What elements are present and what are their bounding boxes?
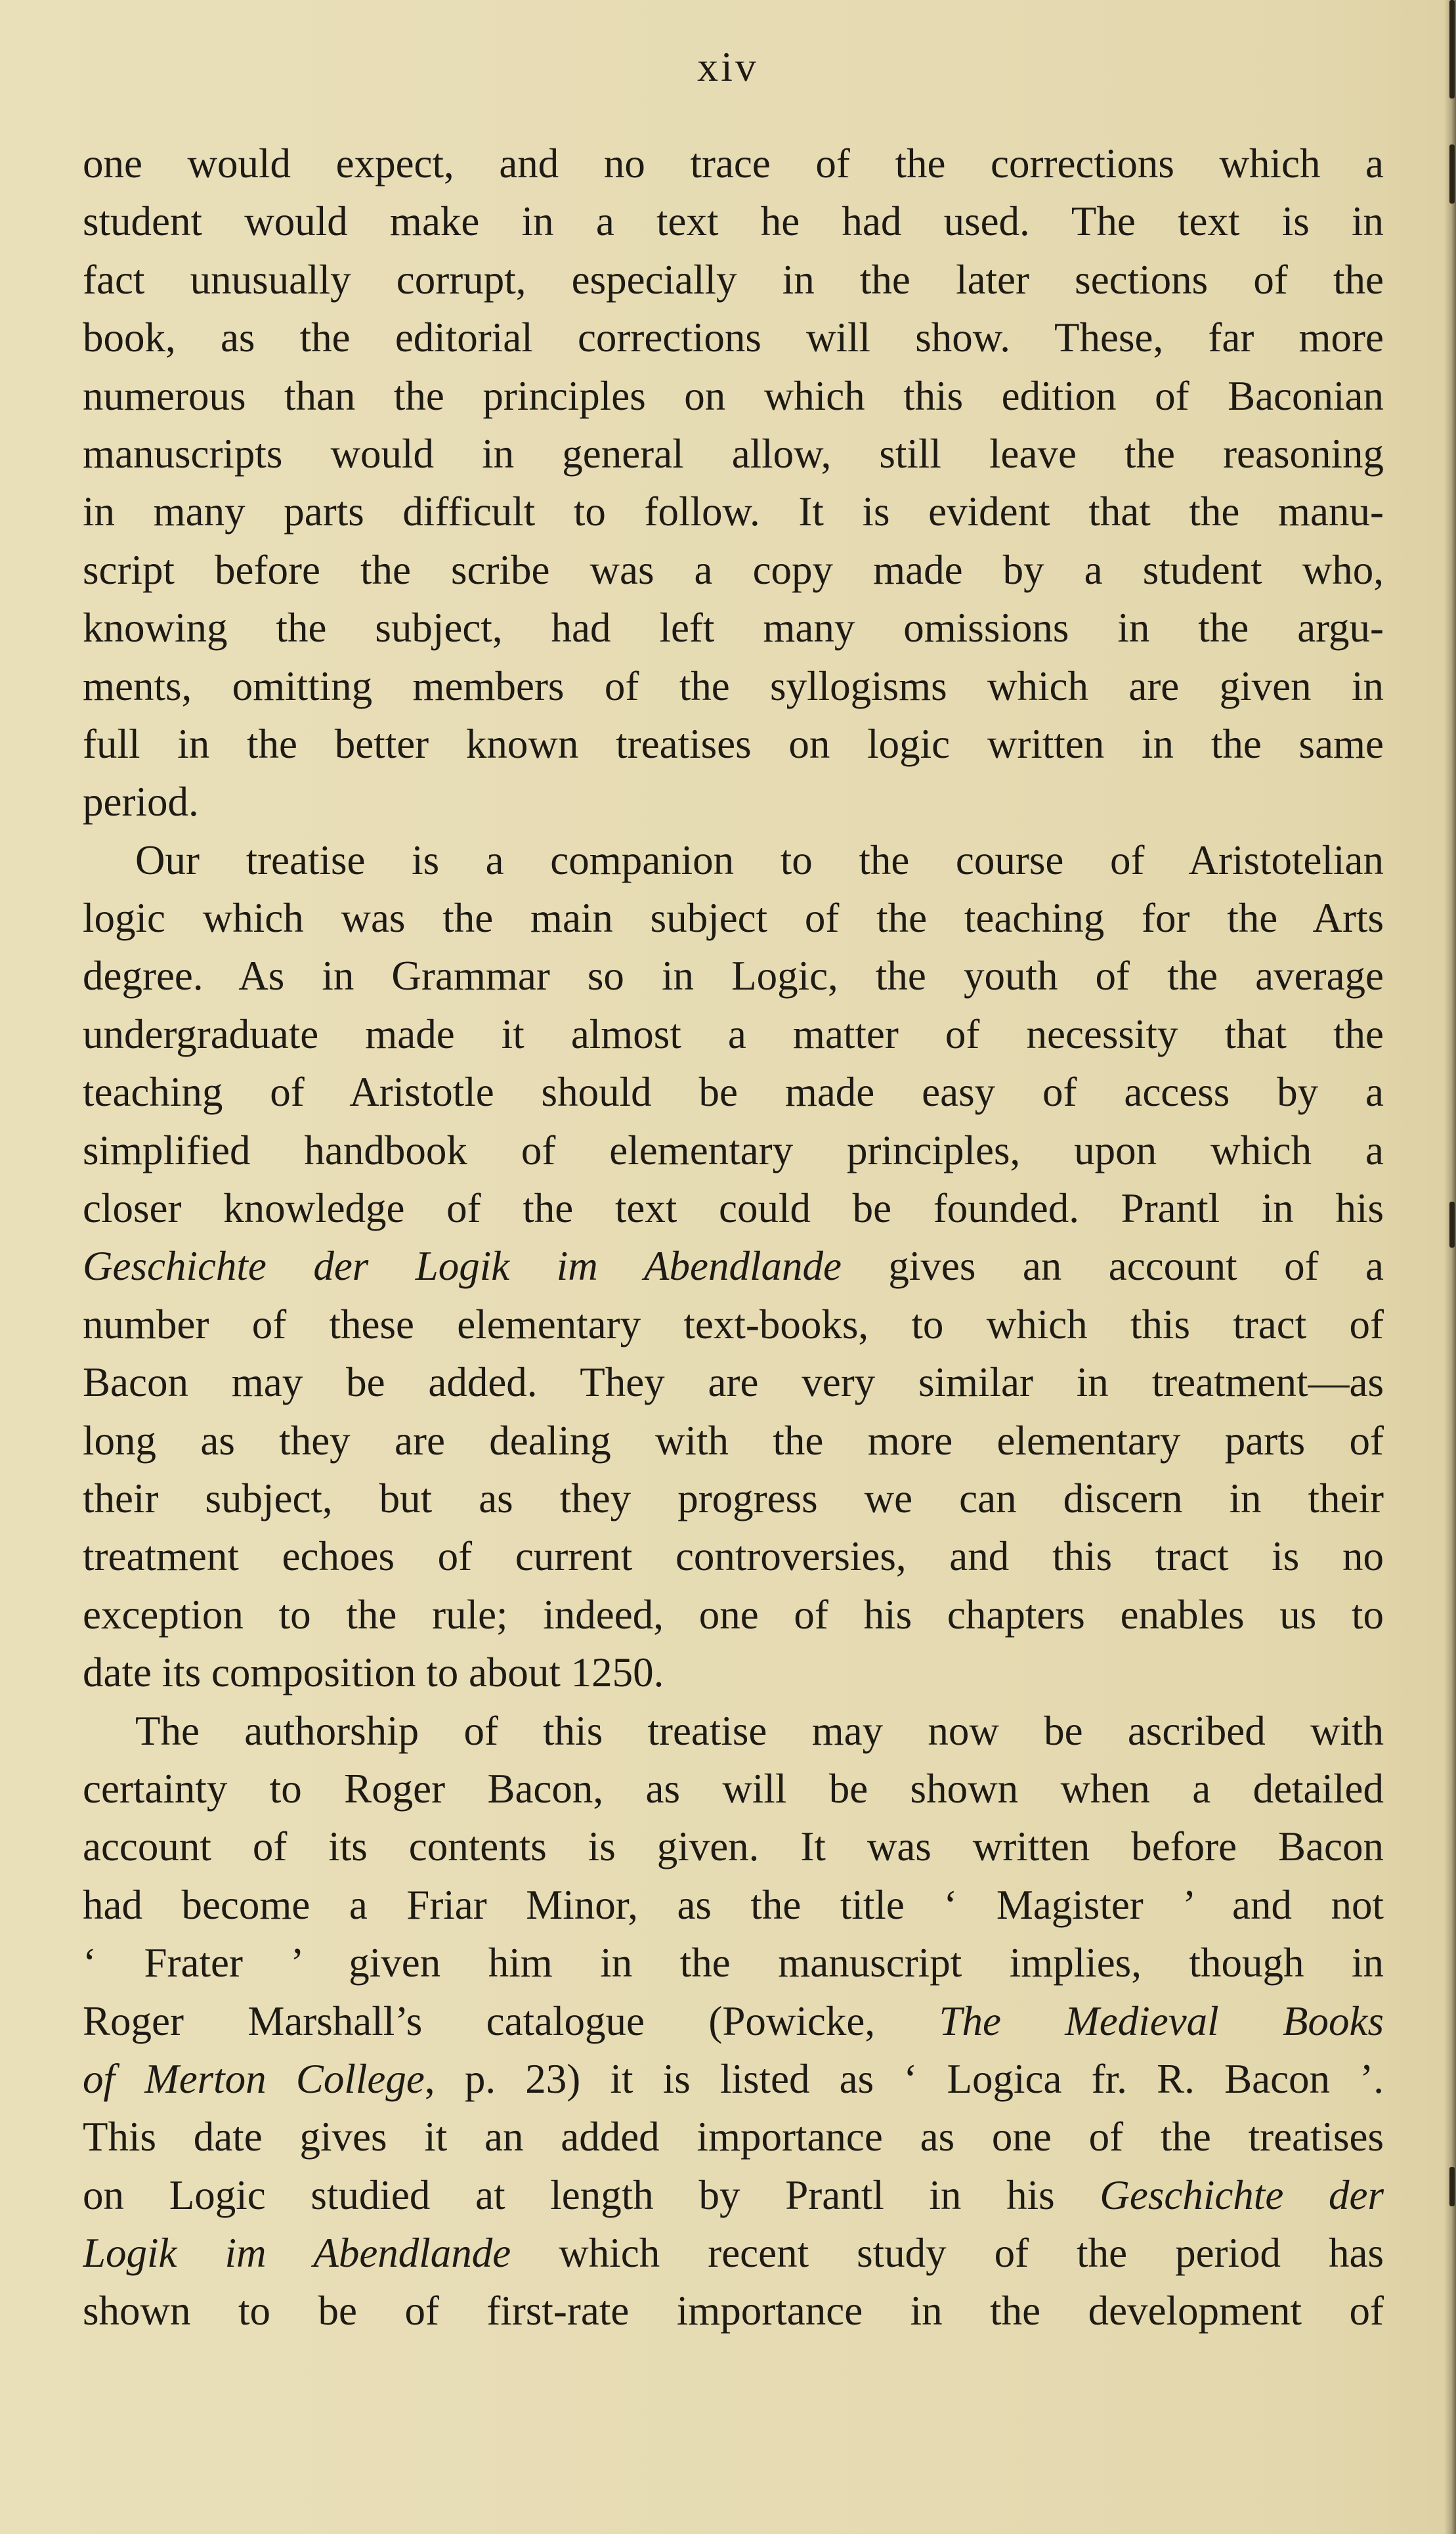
- text-line: ments, omitting members of the syllogisms which are given in: [83, 663, 1384, 709]
- text-line: knowing the subject, had left many omissions in the argu-: [83, 605, 1384, 651]
- text-line: simplified handbook of elementary principles, upon which a: [83, 1127, 1384, 1173]
- page-number: xiv: [697, 43, 759, 90]
- page-edge-mark: [1449, 1202, 1455, 1248]
- page-edge-mark: [1449, 2167, 1455, 2206]
- text-line: exception to the rule; indeed, one of his chapters enables us to: [83, 1591, 1384, 1638]
- book-title-italic: Logik im Abendlande: [83, 2230, 511, 2277]
- text-line: numerous than the principles on which this edition of Baconian: [83, 372, 1384, 419]
- text-line: one would expect, and no trace of the corrections which a: [83, 141, 1384, 186]
- text-line: teaching of Aristotle should be made easy of access by a: [83, 1069, 1384, 1116]
- book-title-italic: Geschichte der Logik im Abendlande: [83, 1243, 842, 1290]
- text-line: full in the better known treatises on logic written in the same: [83, 720, 1384, 767]
- text-line: date its composition to about 1250.: [83, 1649, 664, 1696]
- text-line: Logik im Abendlande which recent study of the period has: [83, 2230, 1384, 2277]
- text-line: student would make in a text he had used. The text is in: [83, 198, 1384, 245]
- text-line: degree. As in Grammar so in Logic, the youth of the average: [83, 953, 1384, 999]
- paragraph-start-line: Our treatise is a companion to the course of Aristotelian: [135, 837, 1384, 883]
- text-line: treatment echoes of current controversies, and this tract is no: [83, 1533, 1384, 1580]
- text-line: This date gives it an added importance as one of the treatises: [83, 2114, 1384, 2160]
- body-text: [83, 135, 1384, 2340]
- text-line: of Merton College, p. 23) it is listed as ‘ Logica fr. R. Bacon ’.: [83, 2055, 1384, 2102]
- text-line: number of these elementary text-books, to which this tract of: [83, 1301, 1384, 1347]
- paragraph-start-line: The authorship of this treatise may now be ascribed with: [135, 1707, 1384, 1754]
- text-line: their subject, but as they progress we can discern in their: [83, 1475, 1384, 1521]
- text-line: Geschichte der Logik im Abendlande gives an account of a: [83, 1243, 1384, 1290]
- text-line: in many parts difficult to follow. It is evident that the manu-: [83, 489, 1384, 535]
- book-title-italic: Geschichte der: [1100, 2172, 1384, 2218]
- text-line: had become a Friar Minor, as the title ‘ Magister ’ and not: [83, 1881, 1384, 1928]
- page-edge-shadow: [1444, 0, 1456, 2534]
- text-line: account of its contents is given. It was written before Bacon: [83, 1824, 1384, 1870]
- text-line: long as they are dealing with the more elementary parts of: [83, 1417, 1384, 1464]
- text-line: book, as the editorial corrections will show. These, far more: [83, 315, 1384, 361]
- page-edge-mark: [1449, 144, 1455, 204]
- text-line: closer knowledge of the text could be founded. Prantl in his: [83, 1185, 1384, 1232]
- text-line: logic which was the main subject of the teaching for the Arts: [83, 895, 1384, 942]
- text-line: Roger Marshall’s catalogue (Powicke, The Medieval Books: [83, 1998, 1384, 2044]
- text-line: period.: [83, 779, 199, 825]
- text-line: script before the scribe was a copy made by a student who,: [83, 546, 1384, 593]
- text-line: certainty to Roger Bacon, as will be shown when a detailed: [83, 1765, 1384, 1812]
- book-title-italic: The Medieval Books: [939, 1998, 1384, 2044]
- text-line: undergraduate made it almost a matter of necessity that the: [83, 1011, 1384, 1057]
- text-line: on Logic studied at length by Prantl in his Geschichte der: [83, 2172, 1384, 2218]
- book-title-italic: of Merton College: [83, 2055, 425, 2102]
- text-line: fact unusually corrupt, especially in the later sections of the: [83, 256, 1384, 303]
- text-line: ‘ Frater ’ given him in the manuscript implies, though in: [83, 1940, 1384, 1986]
- text-line: shown to be of first-rate importance in the development of: [83, 2288, 1384, 2334]
- text-line: Bacon may be added. They are very similar in treatment—as: [83, 1359, 1384, 1406]
- text-line: manuscripts would in general allow, still leave the reasoning: [83, 430, 1384, 477]
